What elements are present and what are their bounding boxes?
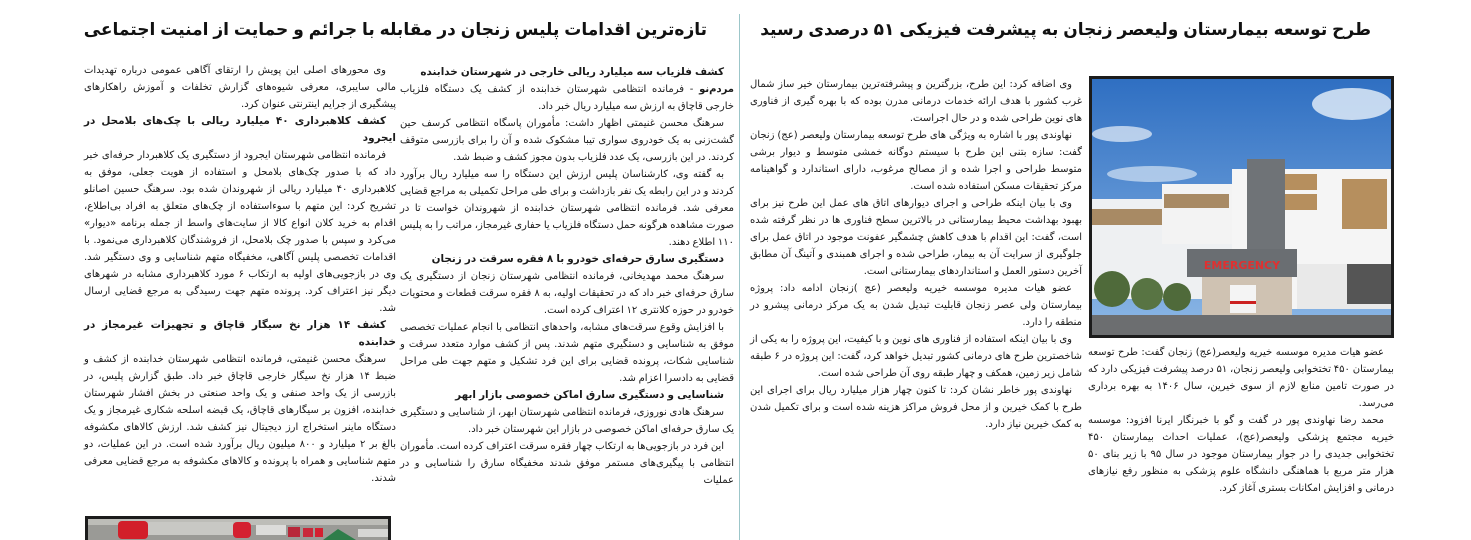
paragraph: وی با بیان اینکه استفاده از فناوری های نوین و با کیفیت، این پروژه را به یکی از شاخصترین طرح های درمانی کشور تبدیل خواهد کرد، گفت: این پروژه در ۶ طبقه شامل زیر زمین، همکف و چهار طبقه روی آن طراحی شده است.: [750, 334, 1083, 379]
paragraph: محمد رضا نهاوندی پور در گفت و گو با خبرنگار ایرنا افزود: موسسه خیریه مجتمع پزشکی ولیعصر(عج)، عملیات احداث بیمارستان ۴۵۰ تختخوابی جدیدی را در جوار بیمارستان موجود در سال ۹۵ با زیر بنای ۵۰ هزار متر مربع با هماهنگی دانشگاه علوم پزشکی به منظور رفع نیازهای درمانی و افزایش امکانات بستری آغاز کرد.: [1088, 415, 1394, 494]
subheading: کشف فلزیاب سه میلیارد ریالی خارجی در شهرستان خدابنده: [420, 66, 724, 78]
paragraph: با افزایش وقوع سرقت‌های مشابه، واحدهای انتظامی با انجام عملیات تخصصی موفق به شناسایی و دستگیری متهم شدند. پس از کشف موارد متعدد سرقت و شناسایی شکات، پرونده قضایی برای این فرد تشکیل و متهم جهت طی مراحل قضایی به دادسرا اعزام شد.: [400, 322, 734, 384]
subheading: کشف کلاهبرداری ۴۰ میلیارد ریالی با چک‌های بلامحل در ایجرود: [84, 115, 396, 144]
lead-text: - فرمانده انتظامی شهرستان خدابنده از کشف یک دستگاه فلزیاب خارجی قاچاق به ارزش سه میلیارد ریال خبر داد.: [400, 84, 734, 112]
hospital-article-title: طرح توسعه بیمارستان ولیعصر زنجان به پیشرفت فیزیکی ۵۱ درصدی رسید: [760, 20, 1371, 40]
subheading: شناسایی و دستگیری سارق اماکن خصوصی بازار ابهر: [455, 389, 724, 401]
police-article-column-left: [84, 62, 396, 487]
column-divider: [739, 14, 740, 540]
paragraph: [400, 81, 734, 115]
paragraph: عضو هیات مدیره موسسه خیریه ولیعصر(عج) زنجان گفت: طرح توسعه بیمارستان ۴۵۰ تختخوابی ولیعصر زنجان، ۵۱ درصد پیشرفت فیزیکی دارد که در صورت تامین منابع لازم از سوی خیرین، سال ۱۴۰۶ به بهره برداری می‌رسد.: [1088, 347, 1394, 409]
subheading: کشف ۱۴ هزار نخ سیگار قاچاق و تجهیزات غیرمجاز در خدابنده: [84, 319, 396, 348]
police-vehicle-photo: [85, 516, 391, 540]
paragraph: نهاوندی پور خاطر نشان کرد: تا کنون چهار هزار میلیارد ریال برای اجرای این طرح با کمک خیرین و از محل فروش مراکز هزینه شده است و برای تکمیل شدن به کمک خیرین نیاز دارد.: [750, 385, 1082, 430]
hospital-article-body: [750, 76, 1082, 433]
paragraph: به گفته وی، کارشناسان پلیس ارزش این دستگاه را سه میلیارد ریال برآورد کردند و در این رابطه یک نفر بازداشت و برای طی مراحل تکمیلی به مراجع قضایی معرفی شد. فرمانده انتظامی شهرستان خدابنده از شهروندان خواست تا در صورت مشاهده هرگونه حمل دستگاه فلزیاب یا حفاری غیرمجاز، مراتب را به پلیس ۱۱۰ اطلاع دهند.: [400, 169, 734, 248]
paragraph: نهاوندی پور با اشاره به ویژگی های طرح توسعه بیمارستان ولیعصر (عج) زنجان گفت: سازه بتنی این طرح با سیستم دوگانه خمشی متوسط و دیوار برشی متوسط طراحی و اجرا شده و از مصالح مرغوب، دارای استاندارد و گواهینامه مرکز تحقیقات مسکن استفاده شده است.: [750, 130, 1082, 192]
police-lightbar-image: [88, 519, 388, 540]
paragraph: وی اضافه کرد: این طرح، بزرگترین و پیشرفته‌ترین بیمارستان خیر ساز شمال غرب کشور با هدف ارائه خدمات درمانی مدرن بوده که با بهره گیری از فناوری های نوین طراحی شده و در حال اجراست.: [750, 79, 1082, 124]
emergency-sign: EMERGENCY: [1203, 259, 1281, 272]
police-article-title: تازه‌ترین اقدامات پلیس زنجان در مقابله با جرائم و حمایت از امنیت اجتماعی: [83, 20, 707, 40]
paragraph: فرمانده انتظامی شهرستان ایجرود از دستگیری یک کلاهبردار حرفه‌ای خبر داد که با صدور چک‌های بلامحل و استفاده از هویت جعلی، موفق به کلاهبرداری ۴۰ میلیارد ریالی از شهروندان شده بود. سرهنگ حسین اصانلو تشریح کرد: این متهم با سوءاستفاده از چک‌های متعلق به افراد بی‌اطلاع، اقدام به خرید کلان انواع کالا از سایت‌های واسط از جمله برنامه «دیوار» می‌کرد و سپس با صدور چک بلامحل، از فروشندگان کلاهبرداری می‌نمود. با اقدامات تخصصی پلیس آگاهی، مخفیگاه متهم شناسایی و وی دستگیر شد. وی در بازجویی‌های اولیه به ارتکاب ۶ مورد کلاهبرداری مشابه در شهرهای دیگر نیز اعتراف کرد. پرونده متهم جهت رسیدگی به مرجع قضایی ارسال شد.: [84, 150, 397, 314]
paragraph: این فرد در بازجویی‌ها به ارتکاب چهار فقره سرقت اعتراف کرده است. مأموران انتظامی با پیگیری‌های مستمر موفق شدند مخفیگاه سارق را شناسایی و در عملیات: [400, 441, 734, 486]
police-article-column-right: [400, 64, 734, 489]
hospital-photo: [1089, 76, 1394, 338]
hospital-article-intro: [1088, 344, 1394, 497]
hospital-rendering-image: [1092, 79, 1391, 335]
news-source: مردم‌نو: [699, 84, 734, 95]
subheading: دستگیری سارق حرفه‌ای خودرو با ۸ فقره سرقت در زنجان: [431, 253, 724, 265]
paragraph: سرهنگ محسن غنیمتی، فرمانده انتظامی شهرستان خدابنده از کشف و ضبط ۱۴ هزار نخ سیگار خارجی قاچاق خبر داد. طبق گزارش پلیس، در بازرسی از یک واحد صنفی و یک واحد صنعتی در بخش افشار شهرستان خدابنده، افزون بر سیگارهای قاچاق، یک قبضه اسلحه شکاری غیرمجاز و یک دستگاه ماینر استخراج ارز دیجیتال نیز کشف شد. ارزش کالاهای مکشوفه بالغ بر ۲ میلیارد و ۸۰۰ میلیون ریال برآورد شده است. در این عملیات، دو متهم شناسایی و همراه با پرونده و کالاهای مکشوفه به مرجع قضایی معرفی شدند.: [84, 354, 396, 484]
paragraph: وی محورهای اصلی این پویش را ارتقای آگاهی عمومی درباره تهدیدات مالی سایبری، معرفی شیوه‌های گزارش تخلفات و آموزش راهکارهای پیشگیری از جرایم اینترنتی عنوان کرد.: [84, 65, 396, 110]
paragraph: وی با بیان اینکه طراحی و اجرای دیوارهای اتاق های عمل این طرح نیز برای بهبود بهداشت محیط بیمارستانی در بالاترین سطح فناوری ها در نظر گرفته شده است، گفت: این اقدام با هدف کاهش چشمگیر عفونت موجود در اتاق عمل برای جلوگیری از سرایت آن به بیمار، طراحی شده و اجرای همبندی و آتینگ آن مطابق آخرین دستور العمل و استانداردهای بیمارستانی است.: [750, 198, 1082, 277]
paragraph: عضو هیات مدیره موسسه خیریه ولیعصر (عج )زنجان ادامه داد: پروژه بیمارستان ولی عصر زنجان قابلیت تبدیل شدن به یک مرکز درمانی پیشرو در منطقه را دارد.: [750, 283, 1082, 328]
paragraph: سرهنگ محمد مهدیخانی، فرمانده انتظامی شهرستان زنجان از دستگیری یک سارق حرفه‌ای خبر داد که در تحقیقات اولیه، به ۸ فقره سرقت قطعات و محتویات خودرو در حوزه کلانتری ۱۲ اعتراف کرده است.: [400, 271, 734, 316]
paragraph: سرهنگ هادی نوروزی، فرمانده انتظامی شهرستان ابهر، از شناسایی و دستگیری یک سارق حرفه‌ای اماکن خصوصی در بازار این شهرستان خبر داد.: [400, 407, 734, 435]
paragraph: سرهنگ محسن غنیمتی اظهار داشت: مأموران پاسگاه انتظامی کرسف حین گشت‌زنی به یک خودروی سواری تیبا مشکوک شده و آن را برای بازرسی متوقف کردند. در این بازرسی، یک عدد فلزیاب بدون مجوز کشف و ضبط شد.: [400, 118, 734, 163]
